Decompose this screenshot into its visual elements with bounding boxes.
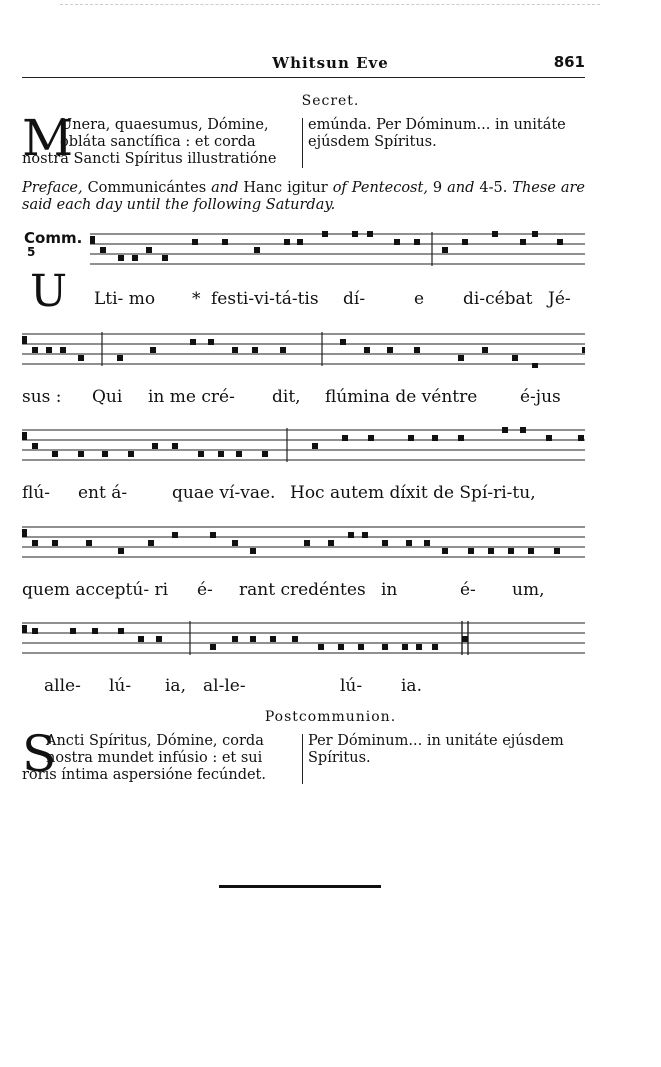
neume	[132, 255, 138, 261]
neume	[208, 339, 214, 345]
lyric-syllable: ia.	[401, 676, 422, 696]
postcommunion-line-1: Ancti Spíritus, Dómine, corda	[46, 733, 264, 749]
neume	[218, 451, 224, 457]
chant-staff-3	[22, 424, 585, 464]
secret-column-divider	[302, 118, 303, 168]
neume	[304, 540, 310, 546]
chant-staff-5	[22, 617, 585, 657]
neume	[78, 355, 84, 361]
chant-staff-2	[22, 328, 585, 368]
secret-right-column	[308, 117, 586, 151]
neume	[512, 355, 518, 361]
neume	[508, 548, 514, 554]
neume	[367, 231, 373, 237]
lyric-syllable: lú-	[109, 676, 132, 696]
neume	[352, 231, 358, 237]
neume	[236, 451, 242, 457]
neume	[46, 347, 52, 353]
neume	[520, 427, 526, 433]
lyric-syllable: dí-	[343, 289, 366, 309]
neume	[146, 247, 152, 253]
lyric-syllable: quem acceptú- ri	[22, 580, 169, 600]
neume	[502, 427, 508, 433]
neume	[148, 540, 154, 546]
neume	[250, 548, 256, 554]
rubric-rest: These are said each day until the following Saturday.	[22, 180, 586, 213]
neume	[532, 231, 538, 237]
neume	[172, 532, 178, 538]
lyrics-line-2	[22, 387, 585, 409]
postcommunion-line-3: roris íntima aspersióne fecúndet.	[22, 767, 266, 783]
neume	[222, 239, 228, 245]
neume	[557, 239, 563, 245]
postcommunion-right-line-1: Per Dóminum... in unitáte ejúsdem	[308, 733, 564, 749]
postcommunion-line-2: nostra mundet infúsio : et sui	[46, 750, 263, 766]
page-header-title: Whitsun Eve	[272, 54, 389, 72]
lyric-syllable: rant credéntes	[239, 580, 366, 600]
staff-drawing	[22, 424, 585, 464]
neume	[102, 451, 108, 457]
neume	[118, 255, 124, 261]
neume	[70, 628, 76, 634]
lyrics-line-4	[22, 580, 585, 602]
neume	[462, 239, 468, 245]
lyric-syllable: é-	[460, 580, 476, 600]
neume	[338, 644, 344, 650]
end-rule	[219, 885, 381, 888]
neume	[458, 355, 464, 361]
neume	[128, 451, 134, 457]
secret-line-2: obláta sanctífica : et corda	[60, 134, 256, 150]
communion-mode: 5	[27, 245, 36, 259]
lyric-syllable: di-cébat	[463, 289, 533, 309]
neume	[582, 347, 585, 353]
lyric-syllable: festi-vi-tá-tis	[211, 289, 319, 309]
neume	[292, 636, 298, 642]
neume	[252, 347, 258, 353]
lyric-syllable: um,	[512, 580, 545, 600]
neume	[198, 451, 204, 457]
staff-drawing	[22, 617, 585, 657]
neume	[190, 339, 196, 345]
neume	[408, 435, 414, 441]
secret-line-3: nostra Sancti Spíritus illustratióne	[22, 151, 277, 167]
lyric-syllable: é-	[197, 580, 213, 600]
neume	[578, 435, 584, 441]
neume	[86, 540, 92, 546]
chant-staff-1	[22, 228, 585, 268]
neume	[262, 451, 268, 457]
lyric-syllable: sus :	[22, 387, 62, 407]
neume	[416, 644, 422, 650]
neume	[442, 548, 448, 554]
lyric-syllable: dit,	[272, 387, 301, 407]
rubric-of: of Pentecost,	[332, 180, 428, 196]
communion-initial: U	[30, 266, 68, 317]
neume	[528, 548, 534, 554]
neume	[156, 636, 162, 642]
neume	[192, 239, 198, 245]
neume	[318, 644, 324, 650]
neume	[532, 363, 538, 368]
lyric-syllable: Hoc autem díxit de Spí-ri-tu,	[290, 483, 536, 503]
secret-title: Secret.	[301, 93, 360, 109]
neume	[348, 532, 354, 538]
neume	[210, 644, 216, 650]
secret-right-line-2: ejúsdem Spíritus.	[308, 134, 437, 150]
neume	[78, 451, 84, 457]
neume	[458, 435, 464, 441]
neume	[424, 540, 430, 546]
clef	[22, 336, 27, 344]
rubric-num-2: 4-5.	[479, 180, 508, 196]
neume	[368, 435, 374, 441]
neume	[52, 451, 58, 457]
lyric-syllable: in me cré-	[148, 387, 235, 407]
neume	[382, 540, 388, 546]
neume	[362, 532, 368, 538]
staff-drawing	[22, 328, 585, 368]
postcommunion-left-column	[22, 725, 298, 784]
neume	[232, 636, 238, 642]
neume	[232, 540, 238, 546]
lyric-syllable: Qui	[92, 387, 123, 407]
neume	[32, 628, 38, 634]
communion-label: Comm.	[24, 229, 83, 247]
neume	[280, 347, 286, 353]
postcommunion-right-line-2: Spíritus.	[308, 750, 371, 766]
neume	[32, 540, 38, 546]
neume	[442, 247, 448, 253]
neume	[387, 347, 393, 353]
neume	[462, 636, 468, 642]
neume	[546, 435, 552, 441]
neume	[402, 644, 408, 650]
neume	[382, 644, 388, 650]
lyric-syllable: *	[192, 289, 201, 309]
secret-right-line-1: emúnda. Per Dóminum... in unitáte	[308, 117, 566, 133]
neume	[172, 443, 178, 449]
rubric-hanc: Hanc igitur	[243, 180, 328, 196]
header-rule	[22, 77, 585, 78]
neume	[414, 239, 420, 245]
neume	[432, 435, 438, 441]
lyric-syllable: ent á-	[78, 483, 128, 503]
neume	[358, 644, 364, 650]
neume	[162, 255, 168, 261]
neume	[364, 347, 370, 353]
neume	[406, 540, 412, 546]
lyrics-line-5	[22, 676, 585, 698]
neume	[342, 435, 348, 441]
neume	[284, 239, 290, 245]
postcommunion-title: Postcommunion.	[264, 709, 397, 725]
postcommunion-drop-cap: S	[22, 725, 57, 783]
postcommunion-column-divider	[302, 734, 303, 784]
rubric-and-2: and	[447, 180, 475, 196]
neume	[322, 231, 328, 237]
lyric-syllable: flúmina de véntre	[325, 387, 478, 407]
clef	[22, 432, 27, 440]
neume	[554, 548, 560, 554]
secret-left-column	[22, 109, 298, 168]
neume	[520, 239, 526, 245]
preface-rubric	[22, 180, 585, 214]
staff-drawing	[22, 521, 585, 561]
neume	[32, 443, 38, 449]
neume	[482, 347, 488, 353]
neume	[152, 443, 158, 449]
lyric-syllable: Jé-	[548, 289, 571, 309]
rubric-and-1: and	[211, 180, 239, 196]
lyric-syllable: é-jus	[520, 387, 561, 407]
lyric-syllable: in	[381, 580, 398, 600]
neume	[250, 636, 256, 642]
clef	[90, 236, 95, 244]
neume	[432, 644, 438, 650]
neume	[92, 628, 98, 634]
neume	[118, 548, 124, 554]
clef	[22, 625, 27, 633]
secret-drop-cap: M	[22, 109, 74, 167]
neume	[138, 636, 144, 642]
lyric-syllable: e	[414, 289, 425, 309]
chant-staff-4	[22, 521, 585, 561]
neume	[210, 532, 216, 538]
lyrics-line-3	[22, 483, 585, 505]
lyric-syllable: Lti- mo	[94, 289, 156, 309]
neume	[100, 247, 106, 253]
neume	[117, 355, 123, 361]
neume	[60, 347, 66, 353]
neume	[150, 347, 156, 353]
neume	[118, 628, 124, 634]
neume	[394, 239, 400, 245]
neume	[232, 347, 238, 353]
lyrics-line-1	[22, 289, 585, 311]
neume	[52, 540, 58, 546]
neume	[488, 548, 494, 554]
neume	[297, 239, 303, 245]
lyric-syllable: quae ví-vae.	[172, 483, 276, 503]
neume	[414, 347, 420, 353]
neume	[254, 247, 260, 253]
secret-line-1: Unera, quaesumus, Dómine,	[60, 117, 269, 133]
neume	[340, 339, 346, 345]
staff-drawing	[22, 228, 585, 268]
clef	[22, 529, 27, 537]
lyric-syllable: flú-	[22, 483, 51, 503]
lyric-syllable: lú-	[340, 676, 363, 696]
page-number: 861	[553, 53, 585, 71]
neume	[32, 347, 38, 353]
rubric-preface: Preface,	[22, 180, 83, 196]
page-top-edge	[60, 4, 600, 5]
postcommunion-right-column	[308, 733, 586, 767]
lyric-syllable: ia,	[165, 676, 186, 696]
neume	[492, 231, 498, 237]
rubric-communicantes: Communicántes	[87, 180, 207, 196]
rubric-num-1: 9	[432, 180, 443, 196]
lyric-syllable: alle-	[44, 676, 81, 696]
neume	[328, 540, 334, 546]
neume	[270, 636, 276, 642]
lyric-syllable: al-le-	[203, 676, 246, 696]
neume	[312, 443, 318, 449]
neume	[468, 548, 474, 554]
